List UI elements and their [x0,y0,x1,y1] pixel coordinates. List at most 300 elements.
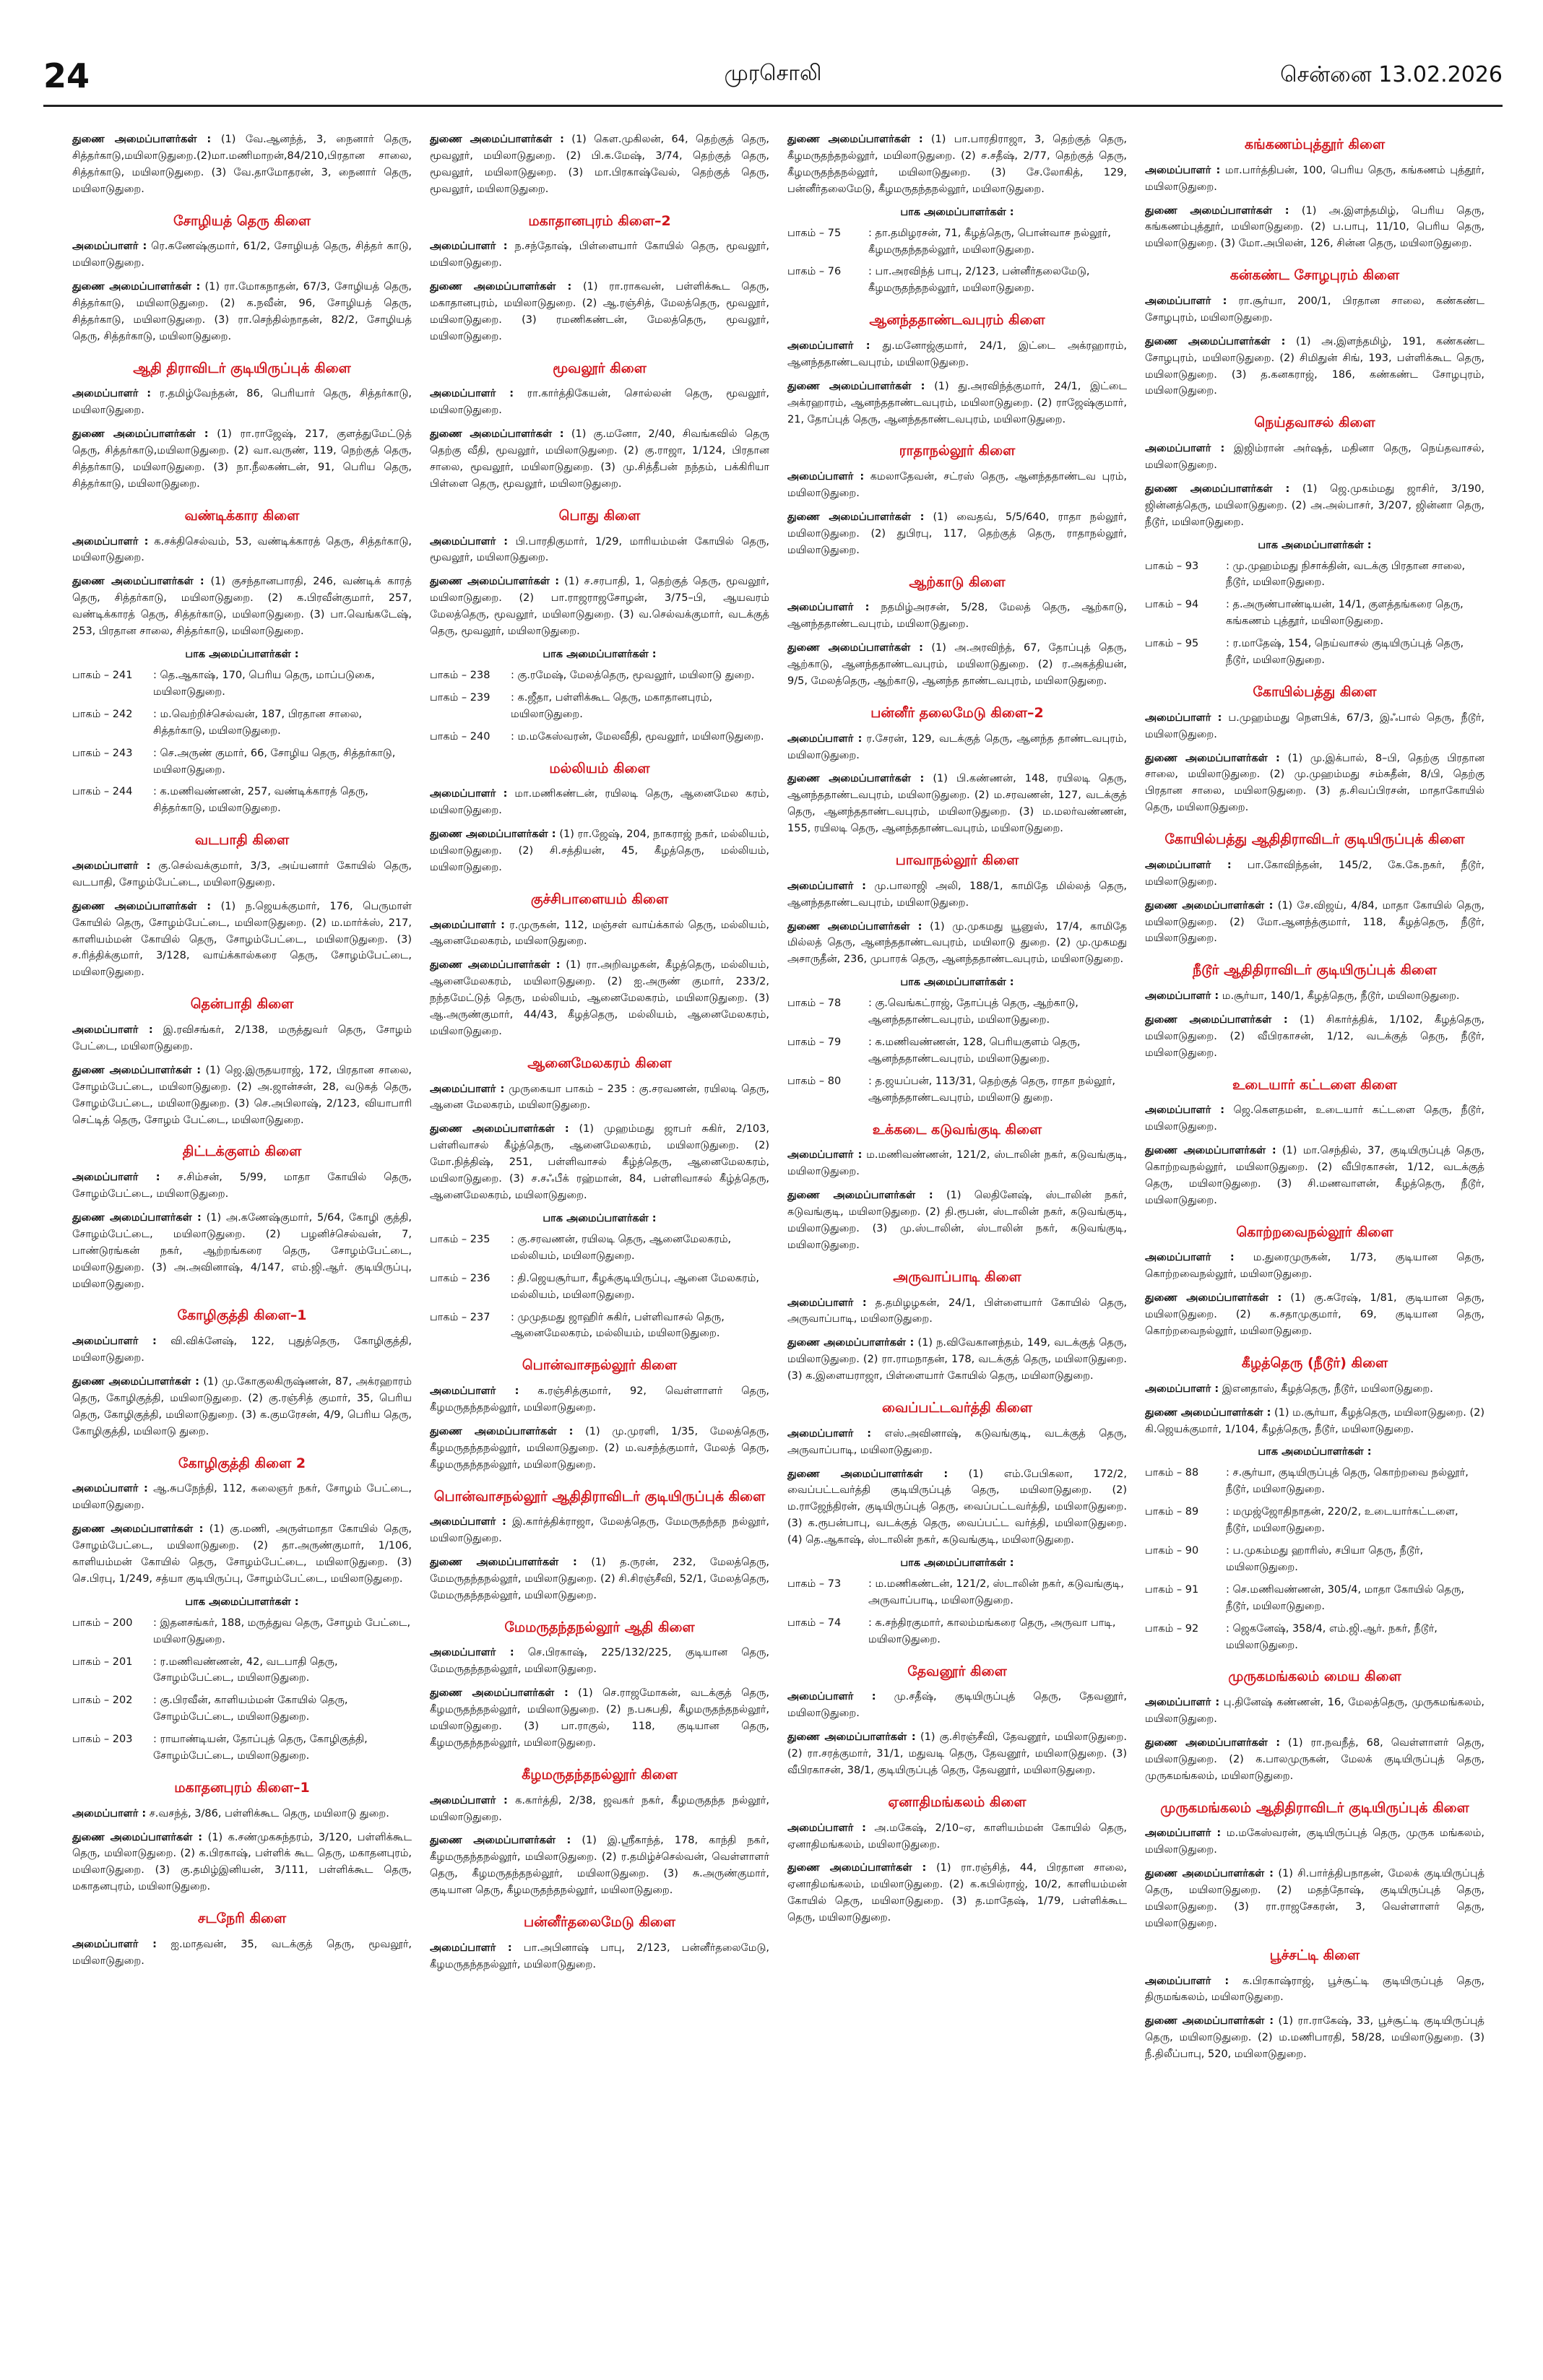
branch-section [72,831,412,981]
role-label: அமைப்பாளர் : [1145,1975,1229,1987]
booth-number: பாகம் – 201 [72,1656,133,1668]
column-4 [1145,131,1484,2363]
member-details: து.மனோஜ்குமார், 24/1, இட்டை அக்ரஹாரம், ஆனந்ததாண்டவபுரம், மயிலாடுதுறை. [787,339,1127,368]
booth-organiser: : ம.மணிகண்டன், 121/2, ஸ்டாலின் நகர், கடுவங்குடி, அருவாப்பாடி, மயிலாடுதுறை. [868,1578,1124,1606]
role-label: அமைப்பாளர் : [1145,164,1221,176]
member-details: ம.மணிவண்ணன், 121/2, ஸ்டாலின் நகர், கடுவங்குடி, மயிலாடுதுறை. [787,1149,1127,1178]
role-label: அமைப்பாளர் : [787,1427,872,1440]
booth-row [430,1310,769,1343]
booth-organiser: : கு.ரமேஷ், மேலத்தெரு, மூவலூர், மயிலாடு துறை. [511,670,755,681]
member-details: (1) அ.கணேஷ்குமார், 5/64, கோழி குத்தி, சோழம்பேட்டை, மயிலாடுதுறை. (2) பழனிச்செல்வன், 7, பாண்டுரங்கன் நகர், ஆற்றங்கரை தெரு, சோழம்பேட்டை, மயிலாடுதுறை. (3) அ.அவினாஷ், 4/147, எம்.ஜி.ஆர். குடியிருப்பு, மயிலாடுதுறை. [72,1211,412,1290]
member-details: மா.பார்த்திபன், 100, பெரிய தெரு, கங்கணம் புத்தூர், மயிலாடுதுறை. [1145,164,1484,193]
branch-title: மூவலூர் கிளை [553,360,647,376]
member-details: (1) ரா.ரஞ்சித், 44, பிரதான சாலை, ஏனாதிமங்கலம், மயிலாடுதுறை. (2) க.கபில்ராஜ், 10/2, காளியம்மன் கோயில் தெரு, மயிலாடுதுறை. (3) த.மாதேஷ், 1/79, பள்ளிக்கூட தெரு, மயிலாடுதுறை. [787,1862,1127,1924]
role-label: அமைப்பாளர் : [430,1516,506,1528]
booth-number: பாகம் – 80 [787,1075,842,1087]
page-header [43,56,1503,107]
branch-section [430,1055,769,1342]
booth-heading: பாக அமைப்பாளர்கள் : [900,977,1014,989]
role-label: துணை அமைப்பாளர்கள் : [787,1731,916,1744]
member-entry [1145,988,1484,1005]
member-details: ர.தமிழ்வேந்தன், 86, பெரியார் தெரு, சித்தர்காடு, மயிலாடுதுறை. [72,388,412,417]
dateline: சென்னை 13.02.2026 [1280,62,1503,87]
member-details: க.ரஞ்சித்குமார், 92, வெள்ளாளர் தெரு, கீழமருதந்தநல்லூர், மயிலாடுதுறை. [430,1385,769,1414]
member-entry [430,1424,769,1474]
role-label: துணை அமைப்பாளர்கள் : [430,576,560,588]
member-details: மு.சதீஷ், குடியிருப்புத் தெரு, தேவனூர், மயிலாடுதுறை. [787,1691,1127,1720]
member-details: (1) சிகார்த்திக், 1/102, கீழத்தெரு, மயிலாடுதுறை. (2) வீபிரகாசன், 1/12, வடக்குத் தெரு, நீடூர், மயிலாடுதுறை. [1145,1013,1484,1059]
member-details: கமலாதேவன், சட்ரஸ் தெரு, ஆனந்ததாண்டவ புரம், மயிலாடுதுறை. [787,471,1127,500]
booth-number: பாகம் – 89 [1145,1506,1199,1518]
member-entry [787,640,1127,690]
member-entry [72,1937,412,1970]
role-label: துணை அமைப்பாளர்கள் : [1145,1292,1282,1304]
member-entry [72,238,412,272]
member-entry [1145,1405,1484,1438]
page-number: 24 [43,56,90,95]
branch-title: கன்கண்ட சோழபுரம் கிளை [1229,267,1400,284]
booth-number: பாகம் – 94 [1145,599,1199,611]
member-entry [1145,857,1484,891]
member-entry [430,131,769,198]
branch-title: நெய்தவாசல் கிளை [1254,415,1375,431]
branch-section [787,852,1127,1107]
booth-number: பாகம் – 240 [430,730,490,743]
booth-row [1145,1504,1484,1537]
member-details: (1) மு.முகமது யூனுஸ், 17/4, காமிதே மில்லத் தெரு, ஆனந்ததாண்டவபுரம், மயிலாடு துறை. (2) மு.முகமது அசாருதீன், 236, முபாரக் தெரு, ஆனந்ததாண்டவபுரம், மயிலாடுதுறை. [787,920,1127,966]
member-entry [430,1832,769,1899]
member-entry [72,1210,412,1293]
booth-number: பாகம் – 200 [72,1617,133,1629]
branch-title: மகாதனபுரம் கிளை–1 [174,1779,310,1796]
role-label: அமைப்பாளர் : [430,1942,512,1954]
booth-number: பாகம் – 235 [430,1233,490,1245]
booth-heading: பாக அமைப்பாளர்கள் : [1258,1446,1372,1458]
branch-section [72,995,412,1128]
role-label: துணை அமைப்பாளர்கள் : [72,576,204,588]
booth-row [787,995,1127,1029]
booth-organiser: : ம.மகேஸ்வரன், மேலவீதி, மூவலூர், மயிலாடுதுறை. [511,730,764,743]
member-entry [1145,293,1484,326]
branch-section [787,311,1127,428]
member-details: ஆ.சுபநேந்தி, 112, கலைஞர் நகர், சோழம் பேட்டை, மயிலாடுதுறை. [72,1483,412,1512]
branch-title: கோழிகுத்தி கிளை–1 [177,1307,307,1324]
member-details: (1) ந.ஜெயக்குமார், 176, பெருமாள் கோயில் தெரு, சோழம்பேட்டை, மயிலாடுதுறை. (2) ம.மார்க்ஸ், 217, காளியம்மன் கோயில் தெரு, சோழம்பேட்டை, மயிலாடுதுறை. (3) ச.ரித்திக்குமார், 3/128, வாய்க்கால்கரை தெரு, சோழம்பேட்டை, மயிலாடுதுறை. [72,900,412,979]
role-label: அமைப்பாளர் : [430,241,508,253]
member-entry [787,1860,1127,1926]
role-label: அமைப்பாளர் : [787,880,866,892]
member-details: ம.சூர்யா, 140/1, கீழத்தெரு, நீடூர், மயிலாடுதுறை. [1222,990,1460,1003]
booth-heading: பாக அமைப்பாளர்கள் : [900,1557,1014,1570]
booth-number: பாகம் – 93 [1145,560,1199,572]
branch-section [72,1910,412,1970]
role-label: அமைப்பாளர் : [787,1297,867,1309]
booth-number: பாகம் – 95 [1145,638,1199,650]
role-label: துணை அமைப்பாளர்கள் : [72,1064,201,1076]
branch-title: சடநேரி கிளை [197,1911,287,1927]
role-label: அமைப்பாளர் : [72,388,152,400]
member-details: மா.மணிகண்டன், ரயிலடி தெரு, ஆனைமேல கரம், மயிலாடுதுறை. [430,788,769,817]
member-details: (1) முஹம்மது ஜாபர் சுகிர், 2/103, பள்ளிவாசல் கீழ்த்தெரு, ஆனைமேலகரம், மயிலாடுதுறை. (2) மோ.நித்திஷ், 251, பள்ளிவாசல் கீழ்த்தெரு, ஆனைமேலகரம், மயிலாடுதுறை. (3) ச.சஃபீக் ரஹ்மான், 84, பள்ளிவாசல் கீழ்த்தெரு, ஆனைமேலகரம், மயிலாடுதுறை. [430,1123,769,1201]
member-details: த.தமிழழகன், 24/1, பிள்ளையார் கோயில் தெரு, அருவாப்பாடி, மயிலாடுதுறை. [787,1297,1127,1325]
column-3 [787,131,1127,2363]
member-entry [787,1147,1127,1180]
branch-title: கங்கணம்புத்தூர் கிளை [1244,137,1386,152]
branch-section [1145,831,1484,947]
role-label: அமைப்பாளர் : [787,1822,866,1834]
role-label: அமைப்பாளர் : [1145,1382,1219,1395]
booth-organiser: : ராயாண்டியன், தோப்புத் தெரு, கோழிகுத்தி, சோழம்பேட்டை, மயிலாடுதுறை. [153,1734,368,1762]
branch-section [430,1356,769,1473]
member-details: ச.சிம்சன், 5/99, மாதா கோயில் தெரு, சோழம்பேட்டை, மயிலாடுதுறை. [72,1172,412,1200]
role-label: துணை அமைப்பாளர்கள் : [787,511,925,523]
booth-row [72,706,412,740]
member-entry [72,279,412,345]
role-label: துணை அமைப்பாளர்கள் : [1145,1736,1281,1749]
member-entry [1145,163,1484,196]
role-label: அமைப்பாளர் : [430,919,505,931]
role-label: அமைப்பாளர் : [72,535,149,548]
member-entry [787,1729,1127,1779]
member-details: (1) ஜெ.முகம்மது ஜாசிர், 3/190, ஜின்னத்தெரு, மயிலாடுதுறை. (2) அ.அல்பாசர், 3/207, ஜின்னா தெரு, நீடூர், மயிலாடுதுறை. [1145,483,1484,528]
member-entry [787,1187,1127,1254]
branch-section [430,212,769,345]
branch-section [430,507,769,745]
member-details: (1) த.ருரன், 232, மேலத்தெரு, மேமருதந்தநல்லூர், மயிலாடுதுறை. (2) சி.சிரஞ்சீவி, 52/1, மேலத்தெரு, மேமருதந்தநல்லூர், மயிலாடுதுறை. [430,1557,769,1601]
branch-title: அருவாப்பாடி கிளை [893,1268,1021,1285]
role-label: அமைப்பாளர் : [430,1385,519,1398]
booth-row [430,667,769,684]
member-details: (1) ரா.அறிவழகன், கீழத்தெரு, மல்லியம், ஆனைமேலகரம், மயிலாடுதுறை. (2) ஐ.அருண் குமார், 233/2, நந்தமேட்டுத் தெரு, மல்லியம், ஆனைமேலகரம், மயிலாடுதுறை. (3) ஆ.அருண்குமார், 44/43, கீழத்தெரு, மல்லியம், ஆனைமேலகரம், மயிலாடுதுறை. [430,959,769,1037]
branch-title: கோயில்பத்து ஆதிதிராவிடர் குடியிருப்புக் கிளை [1164,831,1465,848]
member-details: (1) ரா.ராகேஷ், 33, பூச்சூட்டி குடியிருப்புத் தெரு, மயிலாடுதுறை. (2) ம.மணிபாரதி, 58/28, மயிலாடுதுறை. (3) நீ.திலீப்பாபு, 520, மயிலாடுதுறை. [1145,2015,1484,2061]
member-details: (1) பா.பாரதிராஜா, 3, தெற்குத் தெரு, கீழமருதந்தநல்லூர், மயிலாடுதுறை. (2) ச.சதீஷ், 2/77, தெற்குத் தெரு, கீழமருதந்தநல்லூர், மயிலாடுதுறை. (3) சே.லோகித், 129, பன்னீர்தலைமேடு, கீழமருதந்தநல்லூர், மயிலாடுதுறை. [787,134,1127,195]
branch-section [1145,961,1484,1061]
branch-title: குச்சிபாளையம் கிளை [530,891,669,907]
booth-row [72,784,412,817]
member-entry [72,1333,412,1367]
role-label: அமைப்பாளர் : [72,1336,157,1348]
branch-section [430,891,769,1040]
booth-number: பாகம் – 238 [430,670,490,681]
branch-section [72,1455,412,1765]
member-details: (1) குசந்தானபாரதி, 246, வண்டிக் காரத் தெரு, சித்தர்காடு, மயிலாடுதுறை. (2) க.பிரவீன்குமார், 257, வண்டிக்காரத் தெரு, சித்தர்காடு, மயிலாடுதுறை. (3) பா.வெங்கடேஷ், 253, பிரதான சாலை, சித்தர்காடு, மயிலாடுதுறை. [72,576,412,638]
role-label: அமைப்பாளர் : [787,1691,876,1703]
role-label: அமைப்பாளர் : [72,1172,160,1184]
branch-section [72,1307,412,1440]
booth-heading: பாக அமைப்பாளர்கள் : [1258,539,1372,551]
booth-number: பாகம் – 244 [72,786,133,798]
branch-title: பன்னீர்தலைமேடு கிளை [523,1914,676,1931]
branch-section [430,1913,769,1973]
member-details: ம.மகேஸ்வரன், குடியிருப்புத் தெரு, முருக மங்கலம், மயிலாடுதுறை. [1145,1827,1484,1856]
member-entry [1145,1250,1484,1283]
booth-number: பாகம் – 202 [72,1695,133,1707]
member-details: க.பிரகாஷ்ராஜ், பூச்சூட்டி குடியிருப்புத் தெரு, திருமங்கலம், மயிலாடுதுறை. [1145,1975,1484,2004]
member-details: (1) அ.அரவிந்த், 67, தோப்புத் தெரு, ஆற்காடு, ஆனந்ததாண்டவபுரம், மயிலாடுதுறை. (2) ர.அகத்தியன், 9/5, மேலத்தெரு, ஆற்காடு, ஆனந்த தாண்டவபுரம், மயிலாடுதுறை. [787,642,1127,687]
member-details: க.கார்த்தி, 2/38, ஜவகர் நகர், கீழமருதந்த நல்லூர், மயிலாடுதுறை. [430,1794,769,1823]
booth-number: பாகம் – 236 [430,1272,490,1284]
member-details: அ.மகேஷ், 2/10–ஏ, காளியம்மன் கோயில் தெரு, ஏனாதிமங்கலம், மயிலாடுதுறை. [787,1822,1127,1851]
member-details: ரா.கார்த்திகேயன், சொல்லன் தெரு, மூவலூர், மயிலாடுதுறை. [430,388,769,417]
header-rule [43,105,1503,107]
branch-section [787,1663,1127,1779]
role-label: துணை அமைப்பாளர்கள் : [787,773,925,785]
booth-organiser: : க.மணிவண்ணன், 128, பெரியகுளம் தெரு, ஆனந்ததாண்டவபுரம், மயிலாடுதுறை. [868,1037,1081,1065]
booth-row [430,690,769,723]
booth-organiser: : கு.சரவணன், ரயிலடி தெரு, ஆனைமேலகரம், மல்லியம், மயிலாடுதுறை. [511,1233,732,1262]
member-entry [787,131,1127,198]
member-details: (1) ரா.ராஜேஷ், 217, குளத்துமேட்டுத் தெரு, சித்தர்காடு,மயிலாடுதுறை. (2) வா.வருண், 119, நெற்குத் தெரு, சித்தர்காடு, மயிலாடுதுறை. (3) நா.நீலகண்டன், 91, பெரிய தெரு, சித்தர்காடு, மயிலாடுதுறை. [72,428,412,490]
branch-section [430,1766,769,1899]
member-entry [1145,2013,1484,2063]
role-label: துணை அமைப்பாளர்கள் : [430,1557,577,1569]
member-details: (1) க.சண்முகசுந்தரம், 3/120, பள்ளிக்கூட தெரு, மயிலாடுதுறை. (2) க.பிரகாஷ், பள்ளிக் கூட தெரு, மகாதனபுரம், மயிலாடுதுறை. (3) கு.தமிழ்இனியன், 3/111, பள்ளிக்கூட தெரு, மகாதனபுரம், மயிலாடுதுறை. [72,1831,412,1893]
branch-section [1145,136,1484,252]
branch-title: பொது கிளை [558,507,641,524]
booth-row [787,264,1127,297]
role-label: அமைப்பாளர் : [1145,443,1225,455]
branch-section [430,760,769,876]
branch-title: பூச்சட்டி கிளை [1269,1947,1360,1963]
booth-number: பாகம் – 88 [1145,1467,1199,1479]
booth-organiser: : பா.அரவிந்த் பாபு, 2/123, பன்னீர்தலைமேடு, கீழமருதந்தநல்லூர், மயிலாடுதுறை. [868,266,1090,295]
role-label: துணை அமைப்பாளர்கள் : [72,1375,199,1388]
member-entry [430,279,769,345]
branch-section [1145,1668,1484,1784]
member-entry [430,1645,769,1678]
branch-title: நீடூர் ஆதிதிராவிடர் குடியிருப்புக் கிளை [1192,962,1438,979]
member-entry [72,858,412,891]
member-entry [1145,203,1484,253]
member-details: ந.சந்தோஷ், பிள்ளையார் கோயில் தெரு, மூவலூர், மயிலாடுதுறை. [430,241,769,269]
branch-title: கோயில்பத்து கிளை [1253,684,1377,700]
member-details: (1) ந.விவேகானந்தம், 149, வடக்குத் தெரு, மயிலாடுதுறை. (2) ரா.ராமநாதன், 178, வடக்குத் தெரு, மயிலாடுதுறை. (3) க.இளையராஜா, பிள்ளையார் கோயில் தெரு, மயிலாடுதுறை. [787,1337,1127,1382]
member-entry [72,1063,412,1129]
branch-section [72,1779,412,1895]
booth-row [430,1271,769,1304]
role-label: துணை அமைப்பாளர்கள் : [430,959,561,972]
booth-row [1145,558,1484,592]
role-label: அமைப்பாளர் : [1145,1827,1222,1840]
branch-section [1145,267,1484,399]
member-details: (1) கு.சிரஞ்சீவி, தேவனூர், மயிலாடுதுறை. (2) ரா.சரத்குமார், 31/1, மதுவடி தெரு, தேவனூர், மயிலாடுதுறை. (3) வீபிரகாசன், 38/1, குடியிருப்புத் தெரு, தேவனூர், மயிலாடுதுறை. [787,1731,1127,1776]
member-entry [1145,441,1484,474]
branch-title: ஆனந்ததாண்டவபுரம் கிளை [869,312,1045,329]
branch-title: வண்டிக்கார கிளை [184,507,300,524]
role-label: அமைப்பாளர் : [430,1647,514,1659]
role-label: துணை அமைப்பாளர்கள் : [1145,204,1289,217]
member-entry [787,509,1127,559]
booth-row [430,1232,769,1265]
member-entry [72,1521,412,1588]
branch-section [1145,1799,1484,1932]
branch-title: மகாதானபுரம் கிளை–2 [528,212,671,229]
member-entry [430,238,769,272]
role-label: அமைப்பாளர் : [1145,1104,1224,1117]
member-entry [787,919,1127,969]
member-details: (1) சி.பார்த்திபநாதன், மேலக் குடியிருப்புத் தெரு, மயிலாடுதுறை. (2) மதந்தோஷ், குடியிருப்புத் தெரு, மயிலாடுதுறை. (3) ரா.ராஜசேகரன், 3, வெள்ளாளர் தெரு, மயிலாடுதுறை. [1145,1868,1484,1929]
booth-organiser: : தா.தமிழரசன், 71, கீழத்தெரு, பொன்வாச நல்லூர், கீழமருதந்தநல்லூர், மயிலாடுதுறை. [868,227,1111,256]
branch-section [1145,414,1484,669]
booth-organiser: : க.ஜீதா, பள்ளிக்கூட தெரு, மகாதானபுரம், மயிலாடுதுறை. [511,691,713,720]
member-details: இஜிம்ரான் அர்ஷத், மதினா தெரு, நெய்தவாசல், மயிலாடுதுறை. [1145,443,1484,471]
branch-section [430,1488,769,1604]
booth-row [72,1731,412,1765]
role-label: துணை அமைப்பாளர்கள் : [1145,1145,1276,1157]
role-label: துணை அமைப்பாளர்கள் : [430,1425,574,1437]
branch-title: ராதாநல்லூர் கிளை [899,443,1016,459]
branch-title: கொற்றவைநல்லூர் கிளை [1236,1224,1393,1240]
member-entry [72,1374,412,1440]
role-label: துணை அமைப்பாளர்கள் : [72,134,212,145]
role-label: துணை அமைப்பாளர்கள் : [1145,899,1274,912]
branch-section [72,360,412,493]
role-label: துணை அமைப்பாளர்கள் : [1145,1868,1274,1880]
role-label: அமைப்பாளர் : [787,339,870,352]
role-label: துணை அமைப்பாளர்கள் : [787,134,923,145]
member-entry [1145,1143,1484,1209]
member-details: (1) ரா.ராகவன், பள்ளிக்கூட தெரு, மகாதானபுரம், மயிலாடுதுறை. (2) ஆ.ரஞ்சித், மேலத்தெரு, மூவலூர், மயிலாடுதுறை. (3) ரமணிகண்டன், மேலத்தெரு, மூவலூர், மயிலாடுதுறை. [430,281,769,342]
member-details: எஸ்.அவினாஷ், கடுவங்குடி, வடக்குத் தெரு, அருவாப்பாடி, மயிலாடுதுறை. [787,1427,1127,1456]
member-entry [1145,1866,1484,1932]
branch-title: மல்லியம் கிளை [549,760,650,776]
member-details: (1) பி.கண்ணன், 148, ரயிலடி தெரு, ஆனந்ததாண்டவபுரம், மயிலாடுதுறை. (2) ம.சரவணன், 127, வடக்குத் தெரு, ஆனந்ததாண்டவபுரம், மயிலாடுதுறை. (3) ம.மலர்வண்ணன், 155, ரயிலடி தெரு, ஆனந்ததாண்டவபுரம், மயிலாடுதுறை. [787,773,1127,835]
branch-title: பாவாநல்லூர் கிளை [895,852,1019,869]
role-label: துணை அமைப்பாளர்கள் : [72,900,212,912]
branch-section [787,704,1127,837]
booth-number: பாகம் – 74 [787,1617,842,1629]
member-entry [1145,1290,1484,1340]
member-entry [430,1940,769,1973]
booth-organiser: : மு.முஹம்மது நிசாக்தின், வடக்கு பிரதான சாலை, நீடூர், மயிலாடுதுறை. [1226,560,1466,589]
member-entry [1145,1695,1484,1728]
booth-row [72,667,412,701]
member-details: (1) ஜெ.இருதயராஜ், 172, பிரதான சாலை, சோழம்பேட்டை, மயிலாடுதுறை. (2) அ.ஜான்சன், 28, வடுகத் தெரு, சோழம்பேட்டை, மயிலாடுதுறை. (3) செ.அபிலாஷ், 2/123, வியாபாரி செட்டித் தெரு, சோழம் பேட்டை, மயிலாடுதுறை. [72,1064,412,1126]
branch-section [1145,683,1484,816]
member-entry [430,574,769,640]
member-details: ர.சேரன், 129, வடக்குத் தெரு, ஆனந்த தாண்டவபுரம், மயிலாடுதுறை. [787,732,1127,761]
role-label: அமைப்பாளர் : [72,1807,147,1819]
role-label: துணை அமைப்பாளர்கள் : [430,1687,569,1700]
role-label: துணை அமைப்பாளர்கள் : [1145,1406,1271,1419]
column-2 [430,131,769,2363]
member-details: ப.முஹம்மது நௌபிக், 67/3, இஃபால் தெரு, நீடூர், மயிலாடுதுறை. [1145,711,1484,740]
branch-title: முருகமங்கலம் மைய கிளை [1228,1669,1401,1685]
booth-number: பாகம் – 203 [72,1734,133,1746]
role-label: துணை அமைப்பாளர்கள் : [72,1831,203,1843]
member-details: நதமிழ்அரசன், 5/28, மேலத் தெரு, ஆற்காடு, ஆனந்ததாண்டவபுரம், மயிலாடுதுறை. [787,602,1127,631]
booth-organiser: : தெ.ஆகாஷ், 170, பெரிய தெரு, மாப்படுகை, மயிலாடுதுறை. [153,670,375,698]
member-entry [1145,898,1484,948]
member-entry [787,600,1127,633]
booth-number: பாகம் – 73 [787,1578,842,1591]
role-label: துணை அமைப்பாளர்கள் : [1145,752,1280,764]
role-label: துணை அமைப்பாளர்கள் : [72,1211,202,1224]
member-entry [72,1022,412,1055]
role-label: அமைப்பாளர் : [430,388,514,400]
branch-title: உடையார் கட்டளை கிளை [1232,1076,1397,1093]
member-details: (1) மு.இக்பால், 8–பி, தெற்கு பிரதான சாலை, மயிலாடுதுறை. (2) மு.முஹம்மது சம்சுதீன், 8/பி, தெற்கு பிரதான சாலை, மயிலாடுதுறை. (3) த.சிவப்பிரசன், மாதாகோயில் தெரு, மயிலாடுதுறை. [1145,752,1484,814]
member-details: இ.கார்த்திக்ராஜா, மேலத்தெரு, மேமருதந்தந நல்லூர், மயிலாடுதுறை. [430,1516,769,1545]
booth-organiser: : கு.பிரவீன், காளியம்மன் கோயில் தெரு, சோழம்பேட்டை, மயிலாடுதுறை. [153,1695,348,1723]
member-entry [430,826,769,876]
member-entry [787,1820,1127,1853]
role-label: அமைப்பாளர் : [72,1938,157,1950]
member-details: (1) கு.மனோ, 2/40, சிவங்கவில் தெரு தெற்கு வீதி, மூவலூர், மயிலாடுதுறை. (2) கு.ராஜா, 1/124, பிரதான சாலை, மூவலூர், மயிலாடுதுறை. (3) மு.சித்தீபன் நந்தம், பக்கிரியா பிள்ளை தெரு, மூவலூர், மயிலாடுதுறை. [430,428,769,490]
branch-title: மேமருதந்தநல்லூர் ஆதி கிளை [504,1619,695,1635]
branch-section [787,131,1127,297]
booth-organiser: : ம.வெற்றிச்செல்வன், 187, பிரதான சாலை, சித்தர்காடு, மயிலாடுதுறை. [153,708,363,737]
member-details: ம.துரைமுருகன், 1/73, குடியான தெரு, கொற்றவைநல்லூர், மயிலாடுதுறை. [1145,1252,1484,1281]
member-details: (1) லெதினேஷ், ஸ்டாலின் நகர், கடுவங்குடி, மயிலாடுதுறை. (2) தி.ரூபன், ஸ்டாலின் நகர், கடுவங்குடி, மயிலாடுதுறை. (3) மு.ஸ்டாலின், ஸ்டாலின் நகர், கடுவங்குடி, மயிலாடுதுறை. [787,1190,1127,1251]
member-entry [72,534,412,567]
booth-row [787,1576,1127,1609]
member-entry [72,1481,412,1514]
member-entry [1145,750,1484,817]
member-entry [430,1554,769,1604]
role-label: அமைப்பாளர் : [1145,990,1219,1003]
booth-number: பாகம் – 78 [787,998,842,1010]
member-entry [787,1426,1127,1459]
member-entry [787,731,1127,764]
role-label: அமைப்பாளர் : [787,732,863,745]
member-details: இஎனதாஸ், கீழத்தெரு, நீடூர், மயிலாடுதுறை. [1222,1382,1433,1395]
role-label: துணை அமைப்பாளர்கள் : [1145,483,1290,495]
booth-organiser: : செ.அருண் குமார், 66, சோழிய தெரு, சித்தர்காடு, மயிலாடுதுறை. [153,747,396,776]
booth-number: பாகம் – 237 [430,1311,490,1323]
branch-section [72,212,412,345]
role-label: அமைப்பாளர் : [72,1483,148,1495]
booth-number: பாகம் – 242 [72,708,133,720]
member-details: (1) ரா.நவநீத், 68, வெள்ளாளர் தெரு, மயிலாடுதுறை. (2) க.பாலமுருகன், மேலக் குடியிருப்புத் தெரு, முருகமங்கலம், மயிலாடுதுறை. [1145,1736,1484,1782]
booth-row [787,1073,1127,1107]
branch-section [72,1143,412,1292]
member-details: (1) மு.முரளி, 1/35, மேலத்தெரு, கீழமருதந்தநல்லூர், மயிலாடுதுறை. (2) ம.வசந்த்குமார், மேலத் தெரு, கீழமருதந்தநல்லூர், மயிலாடுதுறை. [430,1425,769,1471]
booth-number: பாகம் – 76 [787,266,842,278]
member-entry [72,1169,412,1203]
booth-row [1145,1582,1484,1615]
branch-section [787,442,1127,558]
branch-title: வைப்பட்டவர்த்தி கிளை [881,1400,1033,1416]
member-details: ரா.சூர்யா, 200/1, பிரதான சாலை, கண்கண்ட சோழபுரம், மயிலாடுதுறை. [1145,295,1484,324]
role-label: அமைப்பாளர் : [430,788,508,800]
role-label: துணை அமைப்பாளர்கள் : [72,281,201,293]
branch-section [430,1619,769,1752]
member-entry [72,131,412,198]
role-label: அமைப்பாளர் : [787,1149,863,1161]
role-label: துணை அமைப்பாளர்கள் : [787,1190,933,1202]
booth-organiser: : முமுதமது ஜாஹிர் சுகிர், பள்ளிவாசல் தெரு, ஆனைமேலகரம், மல்லியம், மயிலாடுதுறை. [511,1311,725,1340]
member-details: க.சக்திசெல்வம், 53, வண்டிக்காரத் தெரு, சித்தர்காடு, மயிலாடுதுறை. [72,535,412,564]
member-details: (1) சே.விஜய், 4/84, மாதா கோயில் தெரு, மயிலாடுதுறை. (2) மோ.ஆனந்த்குமார், 118, கீழத்தெரு, நீடூர், மயிலாடுதுறை. [1145,899,1484,945]
member-details: ரெ.கணேஷ்குமார், 61/2, சோழியத் தெரு, சித்தர் காடு, மயிலாடுதுறை. [72,241,412,269]
branch-section [787,1121,1127,1254]
member-entry [1145,1012,1484,1062]
booth-heading: பாக அமைப்பாளர்கள் : [543,1212,657,1224]
role-label: துணை அமைப்பாளர்கள் : [787,1468,948,1480]
booth-organiser: : க.மணிவண்ணன், 257, வண்டிக்காரத் தெரு, சித்தர்காடு, மயிலாடுதுறை. [153,786,368,815]
booth-heading: பாக அமைப்பாளர்கள் : [185,1596,299,1608]
booth-row [72,1692,412,1726]
member-details: (1) அ.இளந்தமிழ், 191, கண்கண்ட சோழபுரம், மயிலாடுதுறை. (2) சிமிதுன் சிங், 193, பள்ளிக்கூட தெரு, மயிலாடுதுறை. (3) த.கனகராஜ், 186, கண்கண்ட சோழபுரம், மயிலாடுதுறை. [1145,335,1484,397]
member-details: (1) அ.இளந்தமிழ், பெரிய தெரு, கங்கணம்புத்தூர், மயிலாடுதுறை. (2) ப.பாபு, 11/10, பெரிய தெரு, மயிலாடுதுறை. (3) மோ.அபிலன், 126, சின்ன தெரு, மயிலாடுதுறை. [1145,204,1484,250]
role-label: துணை அமைப்பாளர்கள் : [430,1835,571,1847]
role-label: துணை அமைப்பாளர்கள் : [430,428,564,441]
member-entry [72,1830,412,1896]
member-entry [787,878,1127,912]
branch-section [787,1399,1127,1648]
